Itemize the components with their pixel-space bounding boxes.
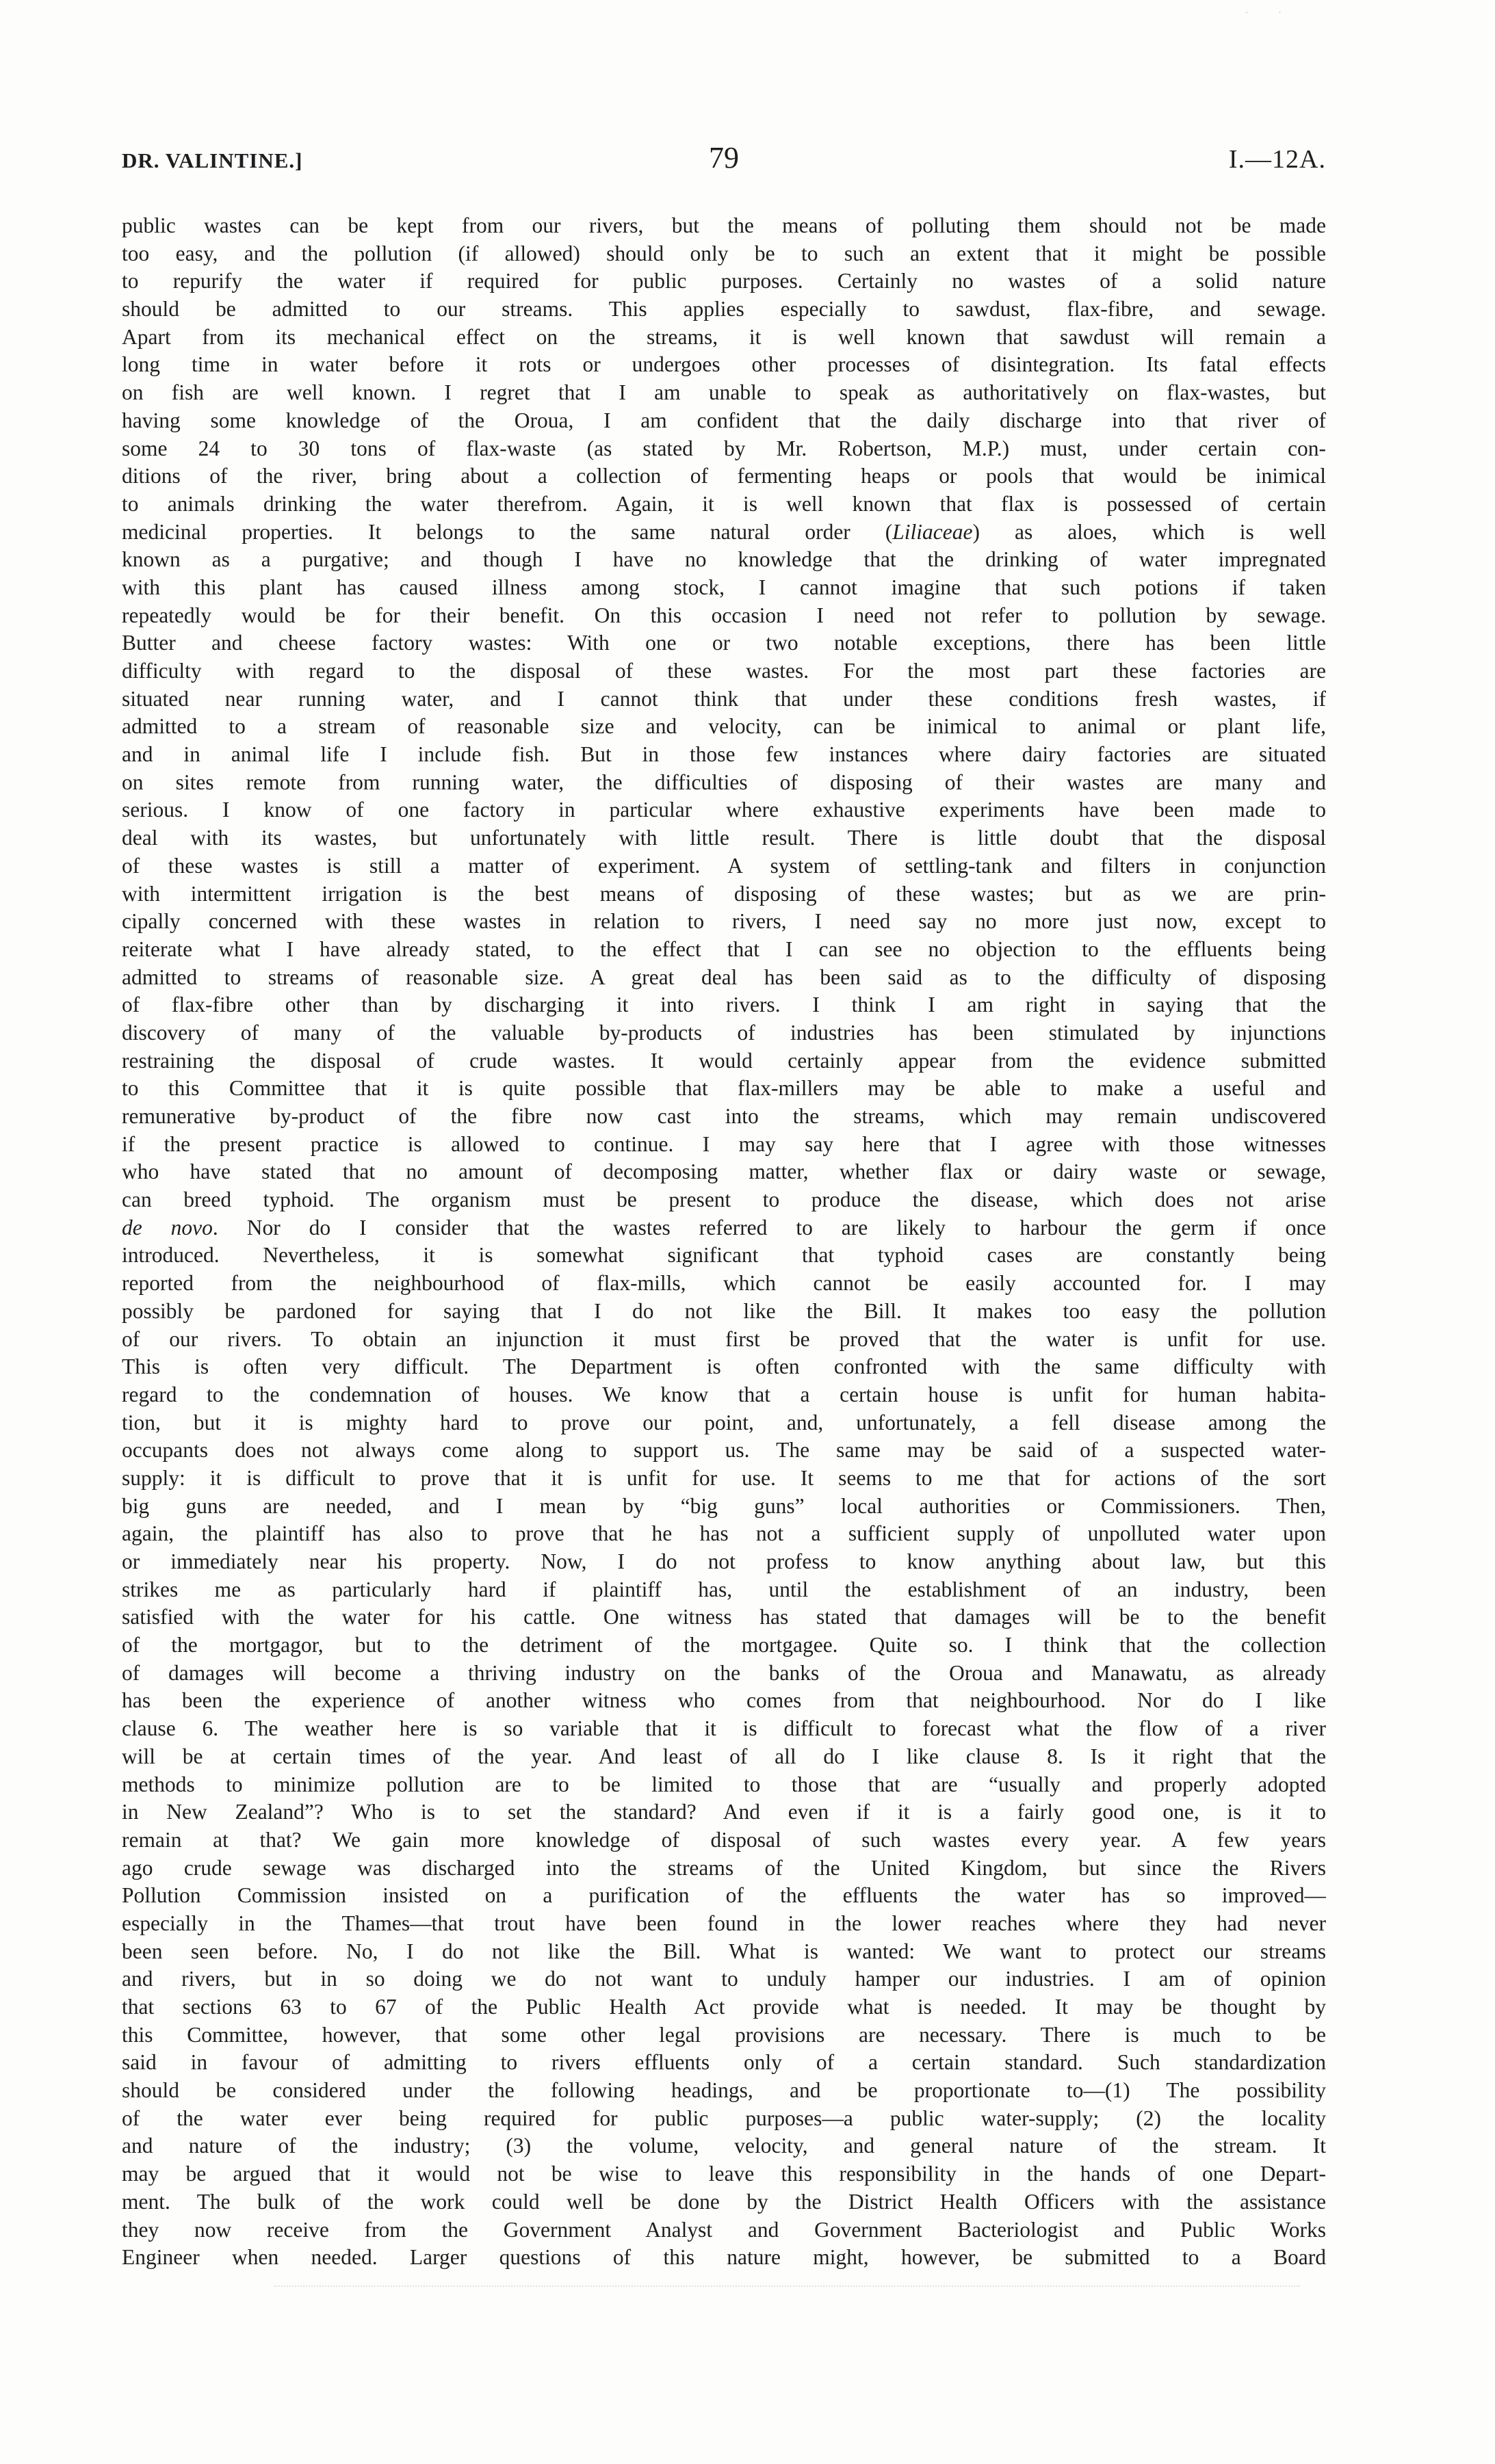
text-line: public wastes can be kept from our rivers, but the means of polluting them should not be made [122,213,1326,237]
text-line: again, the plaintiff has also to prove that he has not a sufficient supply of unpolluted water upon [122,1521,1326,1546]
text-line: especially in the Thames—that trout have been found in the lower reaches where they had never [122,1911,1326,1935]
text-line: medicinal properties. It belongs to the same natural order (Liliaceae) as aloes, which is well [122,519,1326,544]
page-number: 79 [709,141,739,174]
text-line: said in favour of admitting to rivers effluents only of a certain standard. Such standardization [122,2050,1326,2075]
text-line: ment. The bulk of the work could well be done by the District Health Officers with the assistance [122,2189,1326,2214]
text-line: of these wastes is still a matter of experiment. A system of settling-tank and filters in conjunction [122,853,1326,878]
text-line: serious. I know of one factory in particular where exhaustive experiments have been made to [122,798,1326,822]
text-line: ago crude sewage was discharged into the streams of the United Kingdom, but since the Rivers [122,1855,1326,1880]
text-line: in New Zealand”? Who is to set the standard? And even if it is a fairly good one, is it to [122,1800,1326,1824]
text-line: should be considered under the following headings, and be proportionate to—(1) The possibility [122,2078,1326,2103]
text-line: big guns are needed, and I mean by “big guns” local authorities or Commissioners. Then, [122,1493,1326,1518]
text-line: cipally concerned with these wastes in relation to rivers, I need say no more just now, except to [122,909,1326,934]
text-line: methods to minimize pollution are to be limited to those that are “usually and properly adopted [122,1772,1326,1796]
text-line: should be admitted to our streams. This applies especially to sawdust, flax-fibre, and sewage. [122,297,1326,322]
text-line: they now receive from the Government Analyst and Government Bacteriologist and Public Works [122,2217,1326,2242]
text-line: will be at certain times of the year. And least of all do I like clause 8. Is it right that the [122,1744,1326,1768]
text-line: who have stated that no amount of decomposing matter, whether flax or dairy waste or sewage, [122,1159,1326,1184]
text-line: Pollution Commission insisted on a purification of the effluents the water has so improved— [122,1883,1326,1908]
text-line: this Committee, however, that some other legal provisions are necessary. There is much to be [122,2022,1326,2047]
text-line: may be argued that it would not be wise to leave this responsibility in the hands of one Depart- [122,2162,1326,2186]
text-line: with intermittent irrigation is the best means of disposing of these wastes; but as we are prin- [122,881,1326,906]
text-line: reported from the neighbourhood of flax-mills, which cannot be easily accounted for. I may [122,1271,1326,1296]
text-line: ditions of the river, bring about a collection of fermenting heaps or pools that would be inimical [122,464,1326,488]
text-line: of damages will become a thriving industry on the banks of the Oroua and Manawatu, as already [122,1660,1326,1685]
text-line: admitted to streams of reasonable size. A great deal has been said as to the difficulty of disposing [122,965,1326,989]
text-line: to repurify the water if required for public purposes. Certainly no wastes of a solid nature [122,269,1326,293]
text-line: on sites remote from running water, the difficulties of disposing of their wastes are many and [122,770,1326,794]
running-head-author: DR. VALINTINE.] [122,148,303,172]
text-line: Apart from its mechanical effect on the streams, it is well known that sawdust will remain a [122,324,1326,349]
text-line: occupants does not always come along to support us. The same may be said of a suspected water- [122,1438,1326,1463]
body-text [122,212,1326,2272]
text-line: too easy, and the pollution (if allowed) should only be to such an extent that it might be possible [122,241,1326,265]
text-line: or immediately near his property. Now, I do not profess to know anything about law, but this [122,1549,1326,1573]
text-line: restraining the disposal of crude wastes. It would certainly appear from the evidence submitted [122,1048,1326,1073]
italic-term: Liliaceae [892,519,973,544]
text-line: of the water ever being required for public purposes—a public water-supply; (2) the locality [122,2106,1326,2130]
text-line: clause 6. The weather here is so variable that it is difficult to forecast what the flow of a river [122,1716,1326,1741]
text-line: known as a purgative; and though I have no knowledge that the drinking of water impregnated [122,547,1326,572]
text-line: of our rivers. To obtain an injunction it must first be proved that the water is unfit for use. [122,1326,1326,1351]
text-line: reiterate what I have already stated, to the effect that I can see no objection to the effluents being [122,936,1326,961]
text-line: remunerative by-product of the fibre now cast into the streams, which may remain undiscovered [122,1104,1326,1128]
text-line: repeatedly would be for their benefit. On this occasion I need not refer to pollution by sewage. [122,603,1326,627]
document-reference: I.—12A. [1228,145,1326,174]
running-head [122,140,1326,181]
paper-specks: · · [1245,8,1295,18]
text-line: to this Committee that it is quite possible that flax-millers may be able to make a useful and [122,1076,1326,1101]
text-line: tion, but it is mighty hard to prove our point, and, unfortunately, a fell disease among the [122,1410,1326,1434]
text-line: introduced. Nevertheless, it is somewhat significant that typhoid cases are constantly being [122,1243,1326,1268]
text-line: of flax-fibre other than by discharging it into rivers. I think I am right in saying that the [122,993,1326,1017]
text-line: discovery of many of the valuable by-products of industries has been stimulated by injunctions [122,1020,1326,1045]
text-line: strikes me as particularly hard if plaintiff has, until the establishment of an industry, been [122,1577,1326,1601]
text-line: This is often very difficult. The Department is often confronted with the same difficulty with [122,1354,1326,1379]
text-line: situated near running water, and I cannot think that under these conditions fresh wastes, if [122,686,1326,711]
text-line: possibly be pardoned for saying that I do not like the Bill. It makes too easy the pollution [122,1298,1326,1323]
text-line: can breed typhoid. The organism must be present to produce the disease, which does not arise [122,1188,1326,1212]
text-line: and in animal life I include fish. But in those few instances where dairy factories are situated [122,742,1326,767]
text-line: satisfied with the water for his cattle. One witness has stated that damages will be to the benefit [122,1605,1326,1629]
text-line: Engineer when needed. Larger questions of this nature might, however, be submitted to a Board [122,2245,1326,2270]
text-line: if the present practice is allowed to continue. I may say here that I agree with those witnesses [122,1131,1326,1156]
text-line: de novo. Nor do I consider that the wastes referred to are likely to harbour the germ if once [122,1215,1326,1240]
text-line: to animals drinking the water therefrom. Again, it is well known that flax is possessed of certain [122,491,1326,516]
text-line: that sections 63 to 67 of the Public Health Act provide what is needed. It may be thought by [122,1995,1326,2019]
text-line: has been the experience of another witness who comes from that neighbourhood. Nor do I like [122,1688,1326,1713]
text-line: been seen before. No, I do not like the Bill. What is wanted: We want to protect our streams [122,1939,1326,1963]
text-line: Butter and cheese factory wastes: With one or two notable exceptions, there has been little [122,631,1326,655]
bottom-scan-marks [274,2281,1300,2287]
text-line: long time in water before it rots or undergoes other processes of disintegration. Its fatal effects [122,352,1326,377]
text-line: deal with its wastes, but unfortunately with little result. There is little doubt that the disposal [122,826,1326,850]
text-line: remain at that? We gain more knowledge of disposal of such wastes every year. A few years [122,1827,1326,1852]
text-line: admitted to a stream of reasonable size and velocity, can be inimical to animal or plant life, [122,714,1326,739]
text-line: regard to the condemnation of houses. We know that a certain house is unfit for human habita- [122,1382,1326,1406]
text-line: difficulty with regard to the disposal of these wastes. For the most part these factories are [122,659,1326,683]
text-line: on fish are well known. I regret that I am unable to speak as authoritatively on flax-wastes, but [122,380,1326,405]
text-line: of the mortgagor, but to the detriment of the mortgagee. Quite so. I think that the collection [122,1633,1326,1657]
text-line: and nature of the industry; (3) the volume, velocity, and general nature of the stream. It [122,2134,1326,2158]
text-line: with this plant has caused illness among stock, I cannot imagine that such potions if taken [122,575,1326,599]
italic-term: de novo [122,1215,213,1240]
text-line: some 24 to 30 tons of flax-waste (as stated by Mr. Robertson, M.P.) must, under certain con- [122,436,1326,460]
text-line: supply: it is difficult to prove that it is unfit for use. It seems to me that for actions of the sort [122,1465,1326,1490]
text-line: having some knowledge of the Oroua, I am confident that the daily discharge into that river of [122,408,1326,432]
text-line: and rivers, but in so doing we do not want to unduly hamper our industries. I am of opinion [122,1967,1326,1991]
